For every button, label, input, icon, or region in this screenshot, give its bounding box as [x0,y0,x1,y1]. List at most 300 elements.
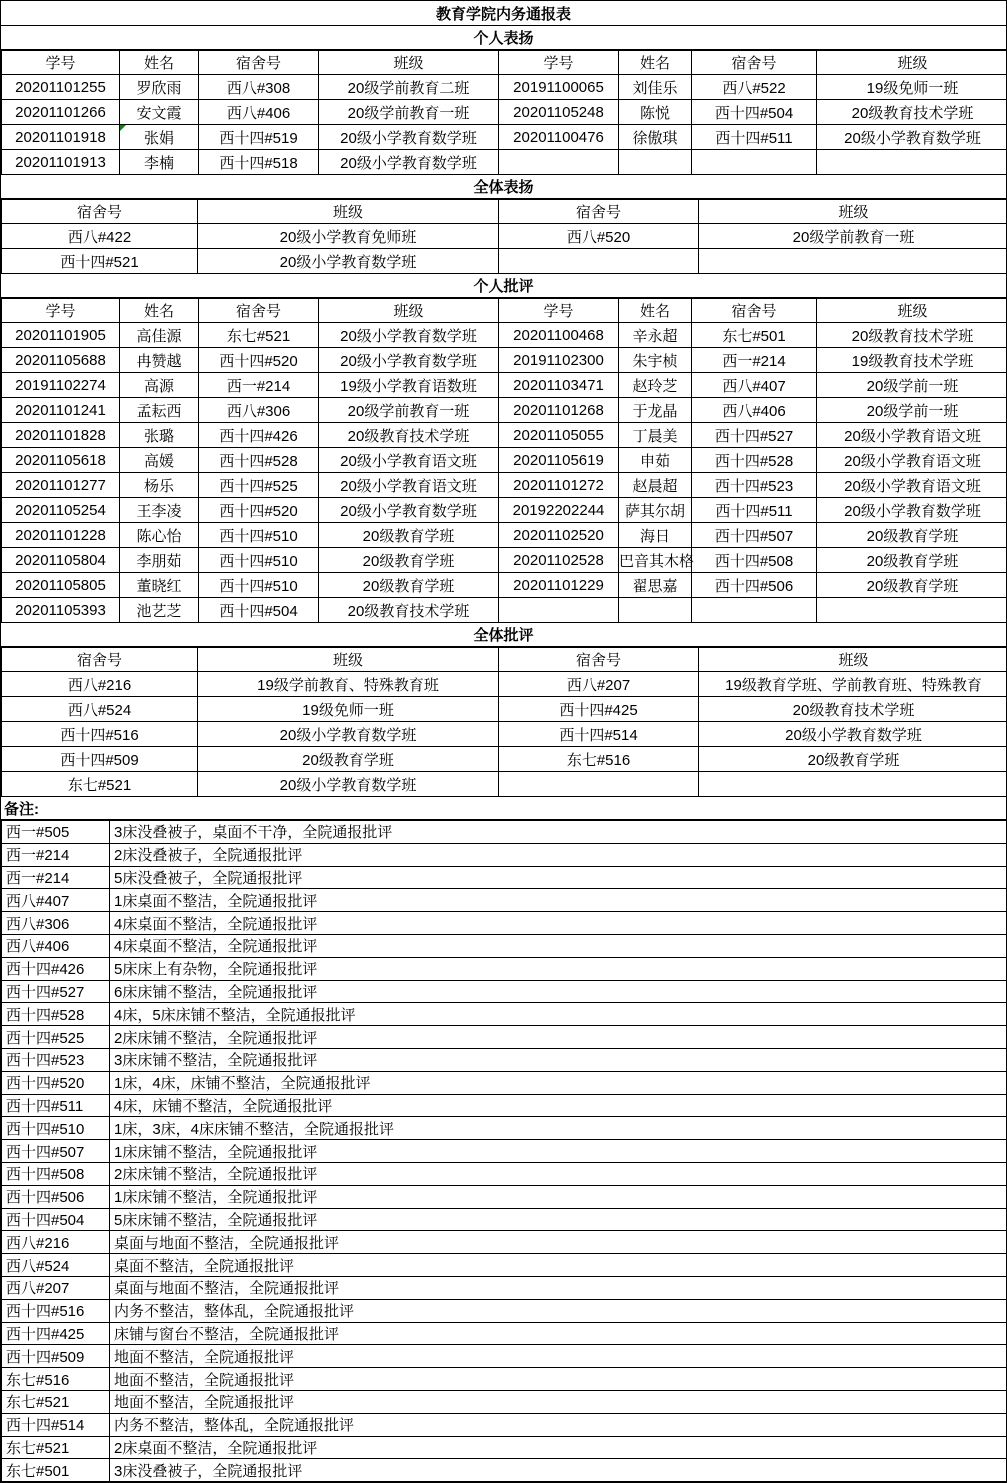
column-header: 班级 [699,648,1007,672]
table-cell: 西八#406 [2,934,110,957]
individual-praise-table [1,50,1007,175]
table-cell: 20级小学教育语文班 [817,423,1007,448]
column-header: 姓名 [120,299,199,323]
table-cell: 西八#406 [692,398,817,423]
table-row [2,548,1007,573]
table-cell: 西八#524 [2,1254,110,1277]
table-cell: 西八#406 [199,100,319,125]
table-cell: 西一#505 [2,821,110,844]
table-cell: 地面不整洁，全院通报批评 [110,1345,1007,1368]
table-cell: 西十四#504 [692,100,817,125]
table-cell: 2床床铺不整洁，全院通报批评 [110,1162,1007,1185]
table-cell: 20201101241 [2,398,120,423]
table-cell: 西十四#518 [199,150,319,175]
table-cell: 东七#521 [2,1436,110,1459]
table-cell: 20级教育技术学班 [319,598,499,623]
table-cell: 东七#521 [2,1390,110,1413]
table-cell [619,598,692,623]
table-cell: 西八#422 [2,224,198,249]
table-cell: 东七#521 [199,323,319,348]
table-cell: 20级教育技术学班 [699,697,1007,722]
table-cell [692,150,817,175]
table-cell: 西八#207 [2,1276,110,1299]
table-cell: 20级小学教育数学班 [319,348,499,373]
table-cell: 西十四#527 [2,980,110,1003]
table-cell: 20201105805 [2,573,120,598]
table-cell: 20201101918 [2,125,120,150]
table-cell [692,598,817,623]
table-cell [619,150,692,175]
section-title-group-criticism: 全体批评 [1,623,1006,647]
table-cell: 20201101268 [499,398,619,423]
table-cell: 20级教育技术学班 [319,423,499,448]
table-row [2,1299,1007,1322]
table-cell: 西十四#528 [2,1003,110,1026]
column-header: 宿舍号 [2,648,198,672]
table-cell: 1床床铺不整洁，全院通报批评 [110,1140,1007,1163]
table-cell: 20级学前教育一班 [699,224,1007,249]
table-cell: 20201101229 [499,573,619,598]
table-cell: 西十四#425 [499,697,699,722]
header-row [2,51,1007,75]
table-row [2,1117,1007,1140]
table-cell: 20201105055 [499,423,619,448]
table-cell [817,150,1007,175]
table-cell: 20级小学教育数学班 [817,125,1007,150]
table-cell: 西十四#506 [692,573,817,598]
table-row [2,150,1007,175]
table-cell: 西八#216 [2,672,198,697]
table-cell: 西十四#523 [2,1048,110,1071]
column-header: 学号 [499,299,619,323]
table-cell: 西十四#508 [2,1162,110,1185]
table-cell: 西十四#519 [199,125,319,150]
table-row [2,498,1007,523]
table-cell: 安文霞 [120,100,199,125]
table-cell: 西八#522 [692,75,817,100]
table-cell: 西一#214 [692,348,817,373]
table-cell: 赵晨超 [619,473,692,498]
table-row [2,1140,1007,1163]
table-row [2,100,1007,125]
table-cell: 冉赞越 [120,348,199,373]
table-cell: 西十四#511 [692,125,817,150]
table-row [2,249,1007,274]
table-cell: 陈悦 [619,100,692,125]
table-cell: 西十四#516 [2,722,198,747]
table-cell: 5床床上有杂物，全院通报批评 [110,957,1007,980]
table-cell: 20级教育技术学班 [817,100,1007,125]
table-cell: 5床没叠被子，全院通报批评 [110,866,1007,889]
header-row [2,648,1007,672]
column-header: 班级 [198,648,499,672]
table-row [2,423,1007,448]
table-row [2,448,1007,473]
table-cell: 20级小学教育语文班 [817,473,1007,498]
table-row [2,598,1007,623]
column-header: 学号 [2,299,120,323]
column-header: 宿舍号 [499,200,699,224]
table-cell: 刘佳乐 [619,75,692,100]
table-row [2,1208,1007,1231]
table-cell: 20191102274 [2,373,120,398]
table-row [2,373,1007,398]
table-cell: 萨其尔胡 [619,498,692,523]
table-cell: 20级教育学班 [699,747,1007,772]
column-header: 宿舍号 [692,299,817,323]
column-header: 班级 [198,200,499,224]
table-cell: 4床，5床床铺不整洁，全院通报批评 [110,1003,1007,1026]
table-cell: 西十四#507 [2,1140,110,1163]
table-cell: 西十四#525 [2,1026,110,1049]
table-cell: 罗欣雨 [120,75,199,100]
table-row [2,1368,1007,1391]
table-cell: 西十四#507 [692,523,817,548]
table-cell: 西八#306 [2,912,110,935]
table-cell: 20201101913 [2,150,120,175]
table-cell: 20级学前教育一班 [319,100,499,125]
table-cell: 杨乐 [120,473,199,498]
table-cell: 床铺与窗台不整洁，全院通报批评 [110,1322,1007,1345]
table-cell: 3床床铺不整洁，全院通报批评 [110,1048,1007,1071]
table-cell: 张璐 [120,423,199,448]
table-cell: 20级小学教育数学班 [198,772,499,797]
table-cell: 20201101905 [2,323,120,348]
table-row [2,934,1007,957]
table-cell: 西十四#508 [692,548,817,573]
table-cell: 西十四#506 [2,1185,110,1208]
table-cell: 20191102300 [499,348,619,373]
table-row [2,1185,1007,1208]
table-cell: 20级小学教育语文班 [817,448,1007,473]
table-cell: 东七#501 [692,323,817,348]
table-row [2,1254,1007,1277]
table-row [2,1276,1007,1299]
table-cell: 董晓红 [120,573,199,598]
table-row [2,672,1007,697]
table-cell: 20201100476 [499,125,619,150]
table-cell: 地面不整洁，全院通报批评 [110,1390,1007,1413]
section-title-individual-criticism: 个人批评 [1,274,1006,298]
table-cell: 辛永超 [619,323,692,348]
table-row [2,957,1007,980]
table-cell: 20级教育学班 [817,523,1007,548]
table-cell: 于龙晶 [619,398,692,423]
column-header: 班级 [319,51,499,75]
table-cell: 2床床铺不整洁，全院通报批评 [110,1026,1007,1049]
table-cell: 李朋茹 [120,548,199,573]
table-cell: 19级小学教育语数班 [319,373,499,398]
table-cell: 西十四#509 [2,1345,110,1368]
individual-criticism-table [1,298,1007,623]
table-row [2,348,1007,373]
report-title: 教育学院内务通报表 [1,1,1006,26]
table-cell: 西八#407 [2,889,110,912]
table-row [2,224,1007,249]
table-cell: 西十四#527 [692,423,817,448]
table-row [2,1322,1007,1345]
table-cell: 西八#207 [499,672,699,697]
table-cell: 西十四#525 [199,473,319,498]
table-row [2,980,1007,1003]
table-cell: 20级教育学班 [198,747,499,772]
table-cell: 3床没叠被子，桌面不干净，全院通报批评 [110,821,1007,844]
table-row [2,1345,1007,1368]
table-cell: 西十四#510 [199,548,319,573]
table-cell: 20201100468 [499,323,619,348]
column-header: 宿舍号 [199,299,319,323]
table-cell: 20201105688 [2,348,120,373]
table-cell: 4床，床铺不整洁，全院通报批评 [110,1094,1007,1117]
table-cell: 桌面不整洁，全院通报批评 [110,1254,1007,1277]
table-cell: 西十四#510 [199,523,319,548]
table-cell: 朱宇桢 [619,348,692,373]
column-header: 宿舍号 [199,51,319,75]
column-header: 班级 [699,200,1007,224]
table-cell: 20201105804 [2,548,120,573]
table-cell: 20201105254 [2,498,120,523]
column-header: 班级 [817,51,1007,75]
column-header: 学号 [499,51,619,75]
column-header: 姓名 [120,51,199,75]
table-cell: 西十四#523 [692,473,817,498]
column-header: 姓名 [619,299,692,323]
table-cell: 20级小学教育数学班 [319,150,499,175]
group-praise-table [1,199,1007,274]
table-cell: 桌面与地面不整洁，全院通报批评 [110,1276,1007,1299]
table-cell: 高媛 [120,448,199,473]
table-cell: 20201101255 [2,75,120,100]
table-row [2,1071,1007,1094]
table-cell: 4床桌面不整洁，全院通报批评 [110,912,1007,935]
table-cell: 1床，4床，床铺不整洁，全院通报批评 [110,1071,1007,1094]
table-row [2,697,1007,722]
header-row [2,200,1007,224]
table-cell [499,772,699,797]
table-row [2,1413,1007,1436]
table-row [2,866,1007,889]
table-cell: 20级教育学班 [817,548,1007,573]
table-row [2,821,1007,844]
table-cell: 西十四#514 [2,1413,110,1436]
column-header: 学号 [2,51,120,75]
table-cell: 池艺芝 [120,598,199,623]
table-cell: 5床床铺不整洁，全院通报批评 [110,1208,1007,1231]
table-cell: 东七#501 [2,1459,110,1482]
table-cell: 西十四#514 [499,722,699,747]
table-cell: 西八#407 [692,373,817,398]
table-cell: 高源 [120,373,199,398]
table-cell: 20级小学教育语文班 [319,473,499,498]
table-cell: 20201101828 [2,423,120,448]
table-row [2,398,1007,423]
table-cell: 桌面与地面不整洁，全院通报批评 [110,1231,1007,1254]
table-cell [699,249,1007,274]
table-row [2,772,1007,797]
table-cell: 西十四#504 [2,1208,110,1231]
table-cell: 2床桌面不整洁，全院通报批评 [110,1436,1007,1459]
table-row [2,889,1007,912]
table-cell: 20级小学教育数学班 [319,323,499,348]
table-cell: 20级教育学班 [319,573,499,598]
table-cell: 西十四#520 [199,348,319,373]
section-title-group-praise: 全体表扬 [1,175,1006,199]
table-cell: 20201101266 [2,100,120,125]
table-row [2,1459,1007,1482]
column-header: 姓名 [619,51,692,75]
table-cell: 20级小学教育免师班 [198,224,499,249]
table-cell: 内务不整洁，整体乱，全院通报批评 [110,1413,1007,1436]
table-cell: 西十四#510 [2,1117,110,1140]
table-cell: 西一#214 [2,843,110,866]
group-criticism-table [1,647,1007,797]
table-cell: 20201105618 [2,448,120,473]
table-cell: 1床，3床，4床床铺不整洁，全院通报批评 [110,1117,1007,1140]
table-row [2,125,1007,150]
table-cell: 西十四#510 [199,573,319,598]
table-cell: 20201101272 [499,473,619,498]
table-row [2,1094,1007,1117]
table-cell: 20191100065 [499,75,619,100]
table-cell: 徐傲琪 [619,125,692,150]
table-cell: 20级小学教育数学班 [817,498,1007,523]
table-cell: 20级学前一班 [817,373,1007,398]
table-cell [817,598,1007,623]
table-row [2,722,1007,747]
table-cell: 西十四#511 [2,1094,110,1117]
table-cell: 巴音其木格 [619,548,692,573]
table-row [2,1026,1007,1049]
table-cell: 20级小学教育数学班 [198,722,499,747]
table-cell: 西十四#520 [2,1071,110,1094]
table-cell [699,772,1007,797]
table-cell: 西十四#426 [199,423,319,448]
table-cell: 申茹 [619,448,692,473]
table-cell: 20级教育技术学班 [817,323,1007,348]
table-cell: 20201101277 [2,473,120,498]
column-header: 班级 [817,299,1007,323]
table-cell: 20级学前教育一班 [319,398,499,423]
table-cell: 西十四#509 [2,747,198,772]
cell-error-indicator-icon [120,125,126,131]
table-cell: 19级学前教育、特殊教育班 [198,672,499,697]
table-cell: 20201105619 [499,448,619,473]
table-cell: 西一#214 [199,373,319,398]
table-row [2,1231,1007,1254]
table-cell: 西八#306 [199,398,319,423]
section-title-remarks: 备注: [1,797,1006,820]
table-cell: 东七#516 [2,1368,110,1391]
table-cell: 西十四#426 [2,957,110,980]
table-cell: 20级学前一班 [817,398,1007,423]
table-row [2,323,1007,348]
column-header: 宿舍号 [2,200,198,224]
table-cell: 西八#308 [199,75,319,100]
table-cell: 西八#520 [499,224,699,249]
table-cell: 西十四#516 [2,1299,110,1322]
table-row [2,75,1007,100]
table-cell: 20201103471 [499,373,619,398]
table-cell: 6床床铺不整洁，全院通报批评 [110,980,1007,1003]
table-cell: 20201105393 [2,598,120,623]
table-cell: 19级教育技术学班 [817,348,1007,373]
table-cell: 张娟 [120,125,199,150]
table-cell: 20级小学教育数学班 [198,249,499,274]
table-cell: 西八#524 [2,697,198,722]
table-cell: 高佳源 [120,323,199,348]
table-cell: 20级学前教育二班 [319,75,499,100]
table-cell: 东七#516 [499,747,699,772]
column-header: 班级 [319,299,499,323]
table-row [2,573,1007,598]
table-cell: 20级教育学班 [319,548,499,573]
table-cell: 地面不整洁，全院通报批评 [110,1368,1007,1391]
table-cell: 西十四#425 [2,1322,110,1345]
table-cell: 李楠 [120,150,199,175]
table-row [2,1162,1007,1185]
table-cell: 3床没叠被子，全院通报批评 [110,1459,1007,1482]
table-cell: 20级教育学班 [319,523,499,548]
table-cell: 翟思嘉 [619,573,692,598]
table-cell: 西十四#511 [692,498,817,523]
column-header: 宿舍号 [692,51,817,75]
table-cell [499,150,619,175]
table-cell: 4床桌面不整洁，全院通报批评 [110,934,1007,957]
table-cell: 陈心怡 [120,523,199,548]
table-cell: 20级小学教育数学班 [319,125,499,150]
table-cell: 孟耘西 [120,398,199,423]
table-cell: 西十四#528 [692,448,817,473]
table-cell [499,249,699,274]
table-cell: 20201102528 [499,548,619,573]
table-cell: 王李凌 [120,498,199,523]
table-cell: 2床没叠被子，全院通报批评 [110,843,1007,866]
table-cell: 20201101228 [2,523,120,548]
table-cell: 20级教育学班 [817,573,1007,598]
table-cell: 1床床铺不整洁，全院通报批评 [110,1185,1007,1208]
table-row [2,1003,1007,1026]
table-row [2,747,1007,772]
remarks-table [1,820,1007,1482]
table-cell: 1床桌面不整洁，全院通报批评 [110,889,1007,912]
table-cell: 丁晨美 [619,423,692,448]
table-cell: 20级小学教育数学班 [699,722,1007,747]
table-cell: 20级小学教育数学班 [319,498,499,523]
table-row [2,1048,1007,1071]
table-cell: 海日 [619,523,692,548]
table-cell: 20192202244 [499,498,619,523]
table-cell: 19级免师一班 [817,75,1007,100]
table-row [2,1390,1007,1413]
table-cell: 19级免师一班 [198,697,499,722]
table-cell: 20级小学教育语文班 [319,448,499,473]
table-cell: 西十四#520 [199,498,319,523]
table-cell: 西十四#504 [199,598,319,623]
table-cell: 西八#216 [2,1231,110,1254]
table-cell: 西十四#521 [2,249,198,274]
table-cell: 西十四#528 [199,448,319,473]
table-cell: 西一#214 [2,866,110,889]
table-row [2,1436,1007,1459]
table-cell: 东七#521 [2,772,198,797]
table-row [2,473,1007,498]
table-cell: 内务不整洁，整体乱，全院通报批评 [110,1299,1007,1322]
table-cell: 20201105248 [499,100,619,125]
table-cell: 19级教育学班、学前教育班、特殊教育 [699,672,1007,697]
section-title-individual-praise: 个人表扬 [1,26,1006,50]
header-row [2,299,1007,323]
table-cell [499,598,619,623]
